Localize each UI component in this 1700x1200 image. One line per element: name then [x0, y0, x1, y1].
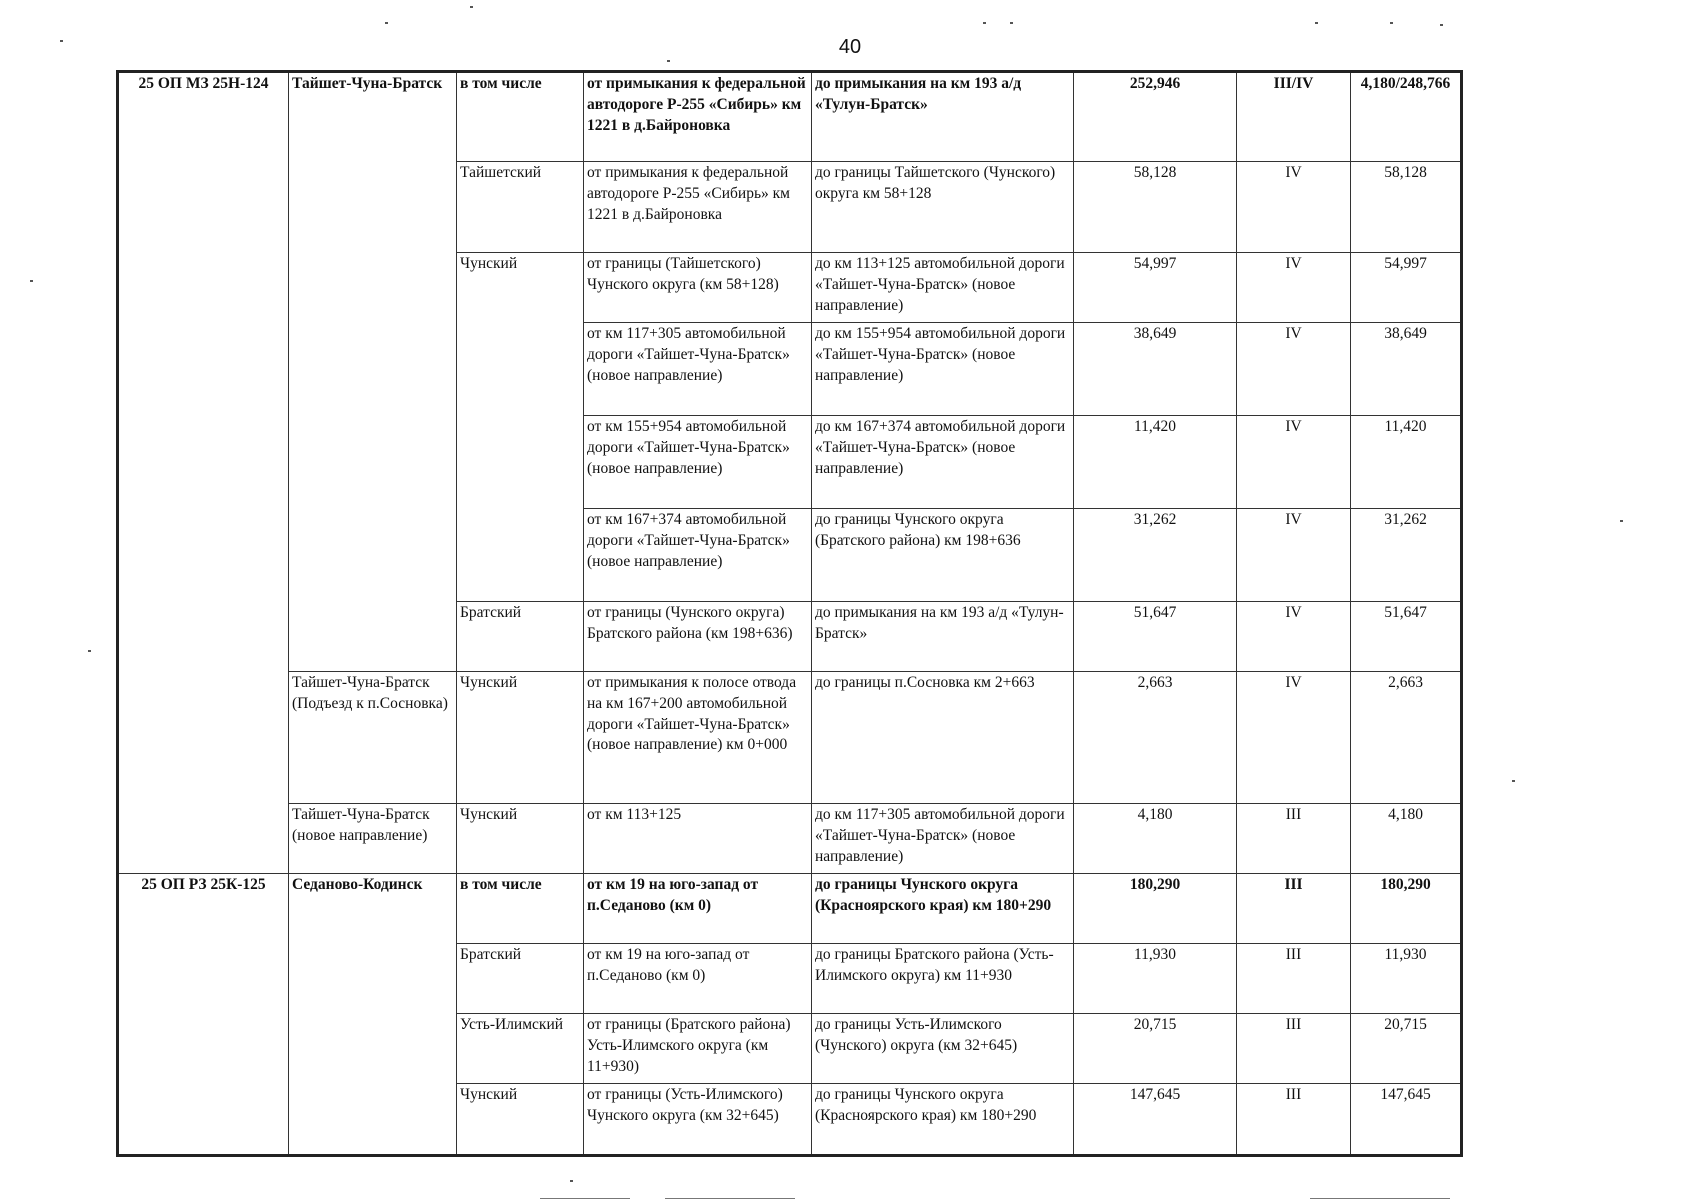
- scan-speck: [60, 40, 63, 42]
- to-cell: до км 113+125 автомобильной дороги «Тайшет-Чуна-Братск» (новое направление): [812, 253, 1074, 323]
- road-code-cell: 25 ОП МЗ 25Н-124: [118, 72, 289, 874]
- scan-speck: [983, 22, 986, 24]
- from-cell: от км 113+125: [584, 804, 812, 874]
- length-cell: 31,262: [1074, 509, 1237, 602]
- length-cell: 252,946: [1074, 72, 1237, 162]
- table-row: [118, 804, 1462, 874]
- surface-length-cell: 2,663: [1351, 672, 1462, 804]
- surface-length-cell: 4,180: [1351, 804, 1462, 874]
- scan-speck: [1440, 24, 1443, 26]
- category-cell: IV: [1237, 509, 1351, 602]
- from-cell: от км 117+305 автомобильной дороги «Тайшет-Чуна-Братск» (новое направление): [584, 323, 812, 416]
- district-cell: Усть-Илимский: [457, 1014, 584, 1084]
- from-cell: от примыкания к полосе отвода на км 167+200 автомобильной дороги «Тайшет-Чуна-Братск» (новое направление) км 0+000: [584, 672, 812, 804]
- category-cell: III: [1237, 1084, 1351, 1156]
- category-cell: IV: [1237, 162, 1351, 253]
- from-cell: от км 155+954 автомобильной дороги «Тайшет-Чуна-Братск» (новое направление): [584, 416, 812, 509]
- district-cell: Чунский: [457, 804, 584, 874]
- to-cell: до границы Чунского округа (Красноярского края) км 180+290: [812, 1084, 1074, 1156]
- surface-length-cell: 180,290: [1351, 874, 1462, 944]
- to-cell: до границы Чунского округа (Братского района) км 198+636: [812, 509, 1074, 602]
- length-cell: 11,420: [1074, 416, 1237, 509]
- district-cell: Братский: [457, 602, 584, 672]
- surface-length-cell: 20,715: [1351, 1014, 1462, 1084]
- length-cell: 58,128: [1074, 162, 1237, 253]
- length-cell: 20,715: [1074, 1014, 1237, 1084]
- from-cell: от км 167+374 автомобильной дороги «Тайшет-Чуна-Братск» (новое направление): [584, 509, 812, 602]
- surface-length-cell: 11,420: [1351, 416, 1462, 509]
- to-cell: до границы Тайшетского (Чунского) округа км 58+128: [812, 162, 1074, 253]
- table-row: [118, 874, 1462, 944]
- category-cell: IV: [1237, 253, 1351, 323]
- district-cell: в том числе: [457, 72, 584, 162]
- surface-length-cell: 11,930: [1351, 944, 1462, 1014]
- from-cell: от границы (Тайшетского) Чунского округа (км 58+128): [584, 253, 812, 323]
- to-cell: до примыкания на км 193 а/д «Тулун-Братск»: [812, 72, 1074, 162]
- scan-line: [665, 1198, 795, 1199]
- length-cell: 11,930: [1074, 944, 1237, 1014]
- to-cell: до границы Чунского округа (Красноярского края) км 180+290: [812, 874, 1074, 944]
- scan-line: [540, 1198, 630, 1199]
- category-cell: IV: [1237, 416, 1351, 509]
- road-code-cell: 25 ОП РЗ 25К-125: [118, 874, 289, 1156]
- to-cell: до км 155+954 автомобильной дороги «Тайшет-Чуна-Братск» (новое направление): [812, 323, 1074, 416]
- from-cell: от границы (Усть-Илимского) Чунского округа (км 32+645): [584, 1084, 812, 1156]
- length-cell: 147,645: [1074, 1084, 1237, 1156]
- category-cell: IV: [1237, 602, 1351, 672]
- to-cell: до границы Усть-Илимского (Чунского) округа (км 32+645): [812, 1014, 1074, 1084]
- category-cell: III: [1237, 874, 1351, 944]
- road-name-cell: Тайшет-Чуна-Братск (Подъезд к п.Сосновка): [289, 672, 457, 804]
- from-cell: от примыкания к федеральной автодороге Р-255 «Сибирь» км 1221 в д.Байроновка: [584, 72, 812, 162]
- category-cell: III: [1237, 804, 1351, 874]
- to-cell: до границы Братского района (Усть-Илимского округа) км 11+930: [812, 944, 1074, 1014]
- scan-speck: [1390, 22, 1393, 24]
- from-cell: от границы (Братского района) Усть-Илимского округа (км 11+930): [584, 1014, 812, 1084]
- table-row: [118, 72, 1462, 162]
- district-cell: Тайшетский: [457, 162, 584, 253]
- surface-length-cell: 38,649: [1351, 323, 1462, 416]
- district-cell: Чунский: [457, 253, 584, 602]
- surface-length-cell: 4,180/248,766: [1351, 72, 1462, 162]
- district-cell: Чунский: [457, 1084, 584, 1156]
- length-cell: 2,663: [1074, 672, 1237, 804]
- scan-speck: [667, 60, 670, 62]
- to-cell: до км 117+305 автомобильной дороги «Тайшет-Чуна-Братск» (новое направление): [812, 804, 1074, 874]
- category-cell: IV: [1237, 323, 1351, 416]
- scan-speck: [385, 22, 388, 24]
- scan-speck: [1315, 22, 1318, 24]
- scan-speck: [570, 1180, 573, 1182]
- scan-speck: [88, 650, 91, 652]
- from-cell: от границы (Чунского округа) Братского района (км 198+636): [584, 602, 812, 672]
- to-cell: до границы п.Сосновка км 2+663: [812, 672, 1074, 804]
- length-cell: 51,647: [1074, 602, 1237, 672]
- scan-speck: [30, 280, 33, 282]
- road-name-cell: Седаново-Кодинск: [289, 874, 457, 1156]
- length-cell: 4,180: [1074, 804, 1237, 874]
- scan-speck: [470, 6, 473, 8]
- category-cell: IV: [1237, 672, 1351, 804]
- from-cell: от примыкания к федеральной автодороге Р-255 «Сибирь» км 1221 в д.Байроновка: [584, 162, 812, 253]
- surface-length-cell: 147,645: [1351, 1084, 1462, 1156]
- to-cell: до км 167+374 автомобильной дороги «Тайшет-Чуна-Братск» (новое направление): [812, 416, 1074, 509]
- district-cell: в том числе: [457, 874, 584, 944]
- roads-table: [116, 70, 1463, 1157]
- scan-speck: [1010, 22, 1013, 24]
- length-cell: 54,997: [1074, 253, 1237, 323]
- length-cell: 180,290: [1074, 874, 1237, 944]
- category-cell: III: [1237, 1014, 1351, 1084]
- from-cell: от км 19 на юго-запад от п.Седаново (км 0): [584, 944, 812, 1014]
- table-row: [118, 672, 1462, 804]
- road-name-cell: Тайшет-Чуна-Братск: [289, 72, 457, 672]
- surface-length-cell: 58,128: [1351, 162, 1462, 253]
- road-name-cell: Тайшет-Чуна-Братск (новое направление): [289, 804, 457, 874]
- category-cell: III: [1237, 944, 1351, 1014]
- scan-speck: [1512, 780, 1515, 782]
- page-number: 40: [838, 36, 862, 58]
- category-cell: III/IV: [1237, 72, 1351, 162]
- scan-line: [1310, 1198, 1450, 1199]
- surface-length-cell: 51,647: [1351, 602, 1462, 672]
- surface-length-cell: 54,997: [1351, 253, 1462, 323]
- from-cell: от км 19 на юго-запад от п.Седаново (км 0): [584, 874, 812, 944]
- length-cell: 38,649: [1074, 323, 1237, 416]
- to-cell: до примыкания на км 193 а/д «Тулун-Братск»: [812, 602, 1074, 672]
- district-cell: Чунский: [457, 672, 584, 804]
- district-cell: Братский: [457, 944, 584, 1014]
- surface-length-cell: 31,262: [1351, 509, 1462, 602]
- scan-speck: [1620, 520, 1623, 522]
